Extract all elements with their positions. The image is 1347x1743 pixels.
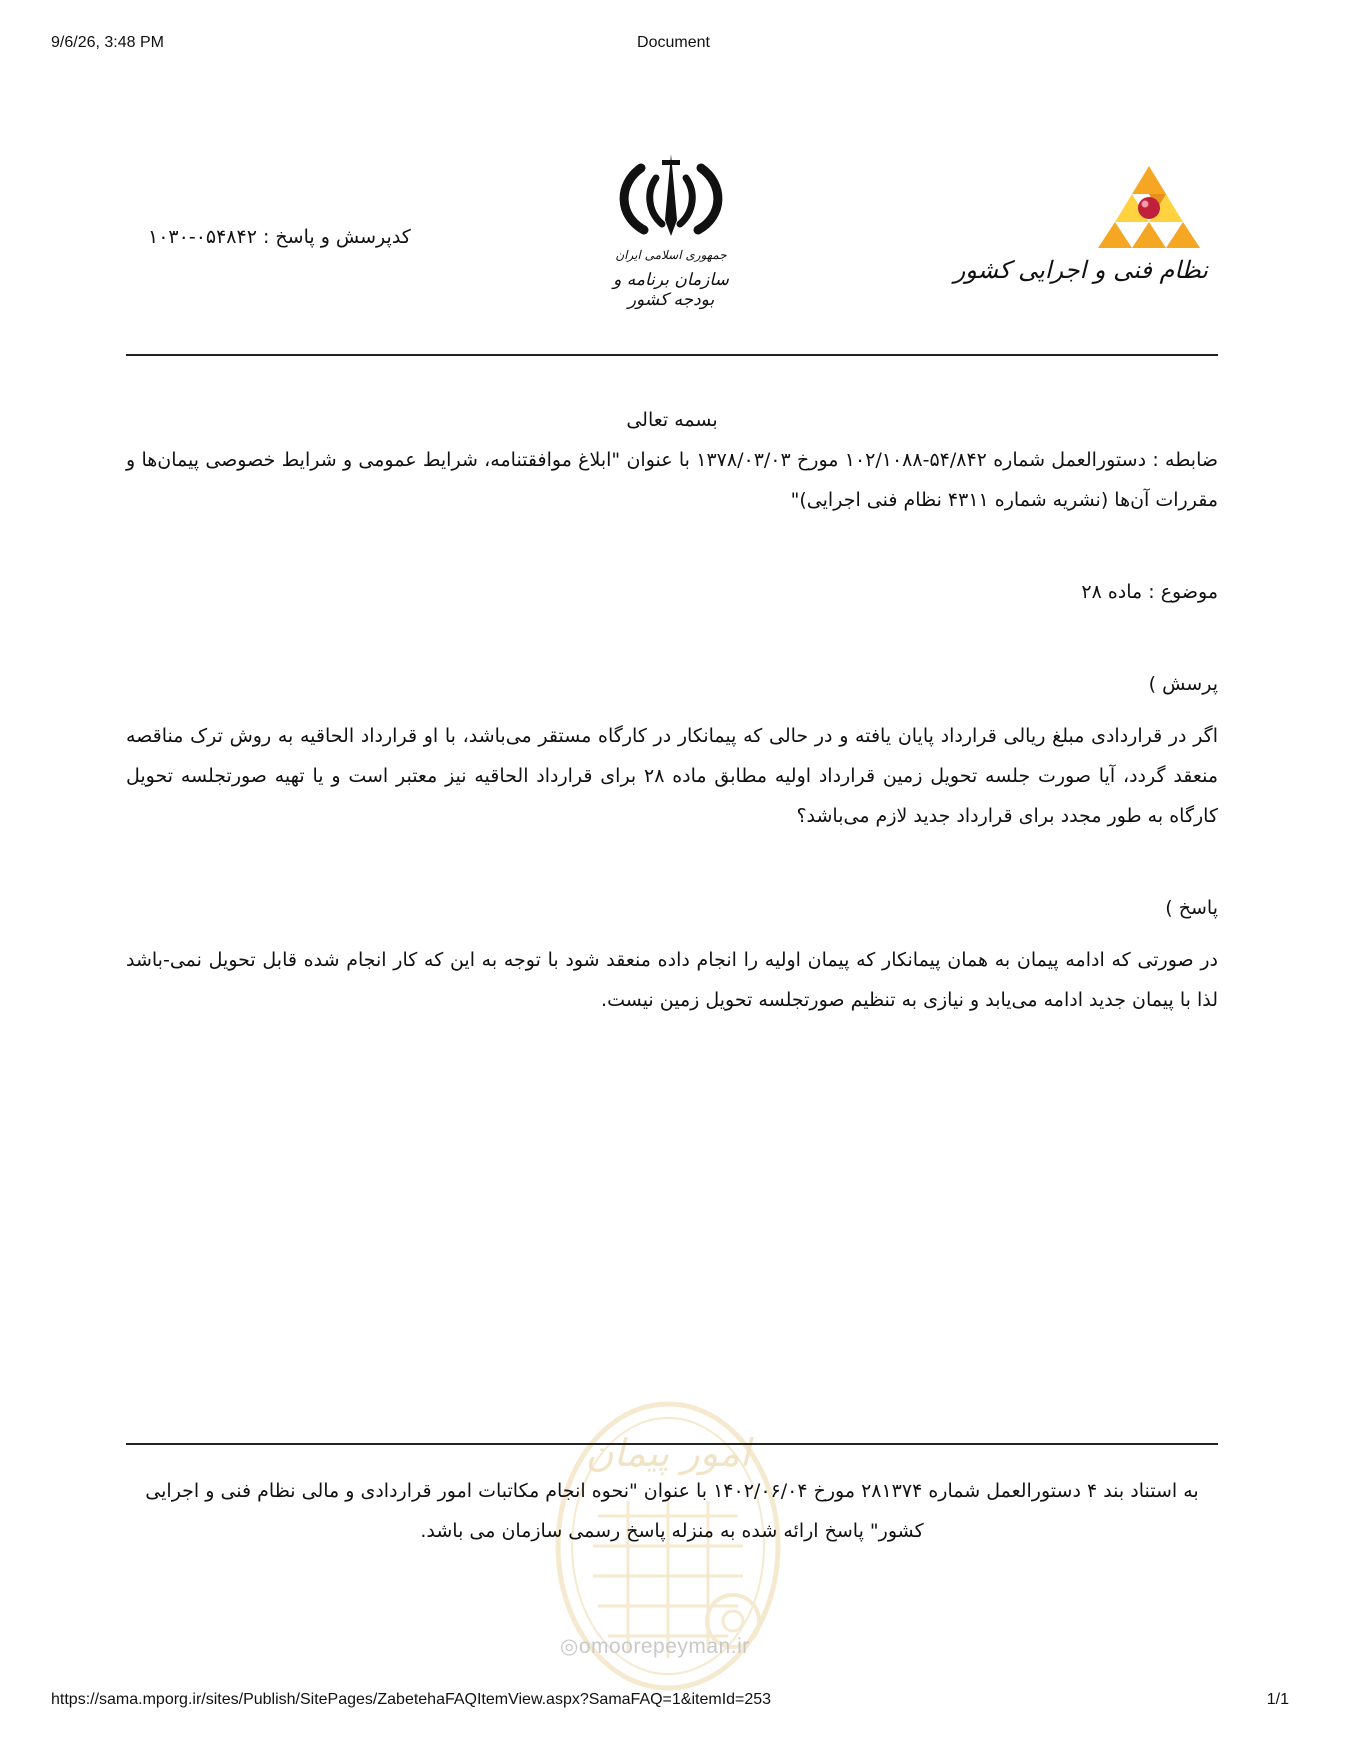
qa-tracking-code: کدپرسش و پاسخ : ۰۵۴۸۴۲-۱۰۳۰	[148, 226, 411, 248]
iran-emblem-icon	[596, 150, 746, 246]
question-text: اگر در قراردادی مبلغ ریالی قرارداد پایان یافته و در حالی که پیمانکار در کارگاه مستقر می‌باشد، با او قرارداد الحاقیه به روش ترک مناقصه منعقد گردد، آیا صورت جلسه تحویل زمین قرارداد اولیه مطابق ماده ۲۸ برای قرارداد الحاقیه نیز معتبر است و یا تهیه صورتجلسه تحویل کارگاه به طور مجدد برای قرارداد جدید لازم می‌باشد؟	[126, 725, 1218, 827]
watermark-site: ◎omoorepeyman.ir	[560, 1635, 750, 1658]
triangle-blocks-icon	[1094, 164, 1204, 250]
print-header	[0, 34, 1347, 56]
print-doc-title: Document	[637, 34, 710, 51]
at-icon: ◎	[560, 1635, 579, 1658]
subject-line: موضوع : ماده ۲۸	[1081, 581, 1218, 603]
emblem-organization-text: سازمان برنامه و بودجه کشور	[613, 270, 729, 310]
letterhead	[126, 150, 1218, 320]
answer-text: در صورتی که ادامه پیمان به همان پیمانکار که پیمان اولیه را انجام داده منعقد شود با توجه به این که کار انجام شده قابل تحویل نمی‌-باشد لذا با پیمان جدید ادامه می‌یابد و نیازی به تنظیم صورتجلسه تحویل زمین نیست.	[126, 949, 1218, 1011]
iran-emblem	[596, 150, 746, 310]
print-url: https://sama.mporg.ir/sites/Publish/SitePages/ZabetehaFAQItemView.aspx?SamaFAQ=1&itemId=253	[51, 1691, 772, 1708]
bismillah-heading: بسمه تعالی	[626, 409, 718, 431]
regulation-reference: ضابطه : دستورالعمل شماره ۵۴/۸۴۲-۱۰۲/۱۰۸۸ مورخ ۱۳۷۸/۰۳/۰۳ با عنوان "ابلاغ موافقتنامه، شرایط عمومی و شرایط خصوصی پیمان‌ها و مقررات آن‌ها (نشریه شماره ۴۳۱۱ نظام فنی اجرایی)"	[126, 449, 1219, 511]
print-page-number: 1/1	[1266, 1691, 1289, 1708]
print-footer	[0, 1691, 1347, 1713]
footer-divider	[126, 1443, 1218, 1445]
header-divider	[126, 354, 1218, 356]
technical-system-caption: نظام فنی و اجرایی کشور	[953, 256, 1208, 284]
question-label: پرسش )	[1148, 673, 1218, 695]
official-response-note: به استناد بند ۴ دستورالعمل شماره ۲۸۱۳۷۴ مورخ ۱۴۰۲/۰۶/۰۴ با عنوان "نحوه انجام مکاتبات امور قراردادی و مالی نظام فنی و اجرایی کشور" پاسخ ارائه شده به منزله پاسخ رسمی سازمان می باشد.	[145, 1480, 1199, 1542]
print-datetime: 9/6/26, 3:48 PM	[51, 34, 164, 51]
emblem-republic-text: جمهوری اسلامی ایران	[615, 248, 727, 262]
document-body	[126, 400, 1218, 1020]
answer-label: پاسخ )	[1165, 897, 1218, 919]
technical-system-logo	[953, 164, 1218, 304]
watermark-text: امور پیمان	[585, 1431, 751, 1475]
